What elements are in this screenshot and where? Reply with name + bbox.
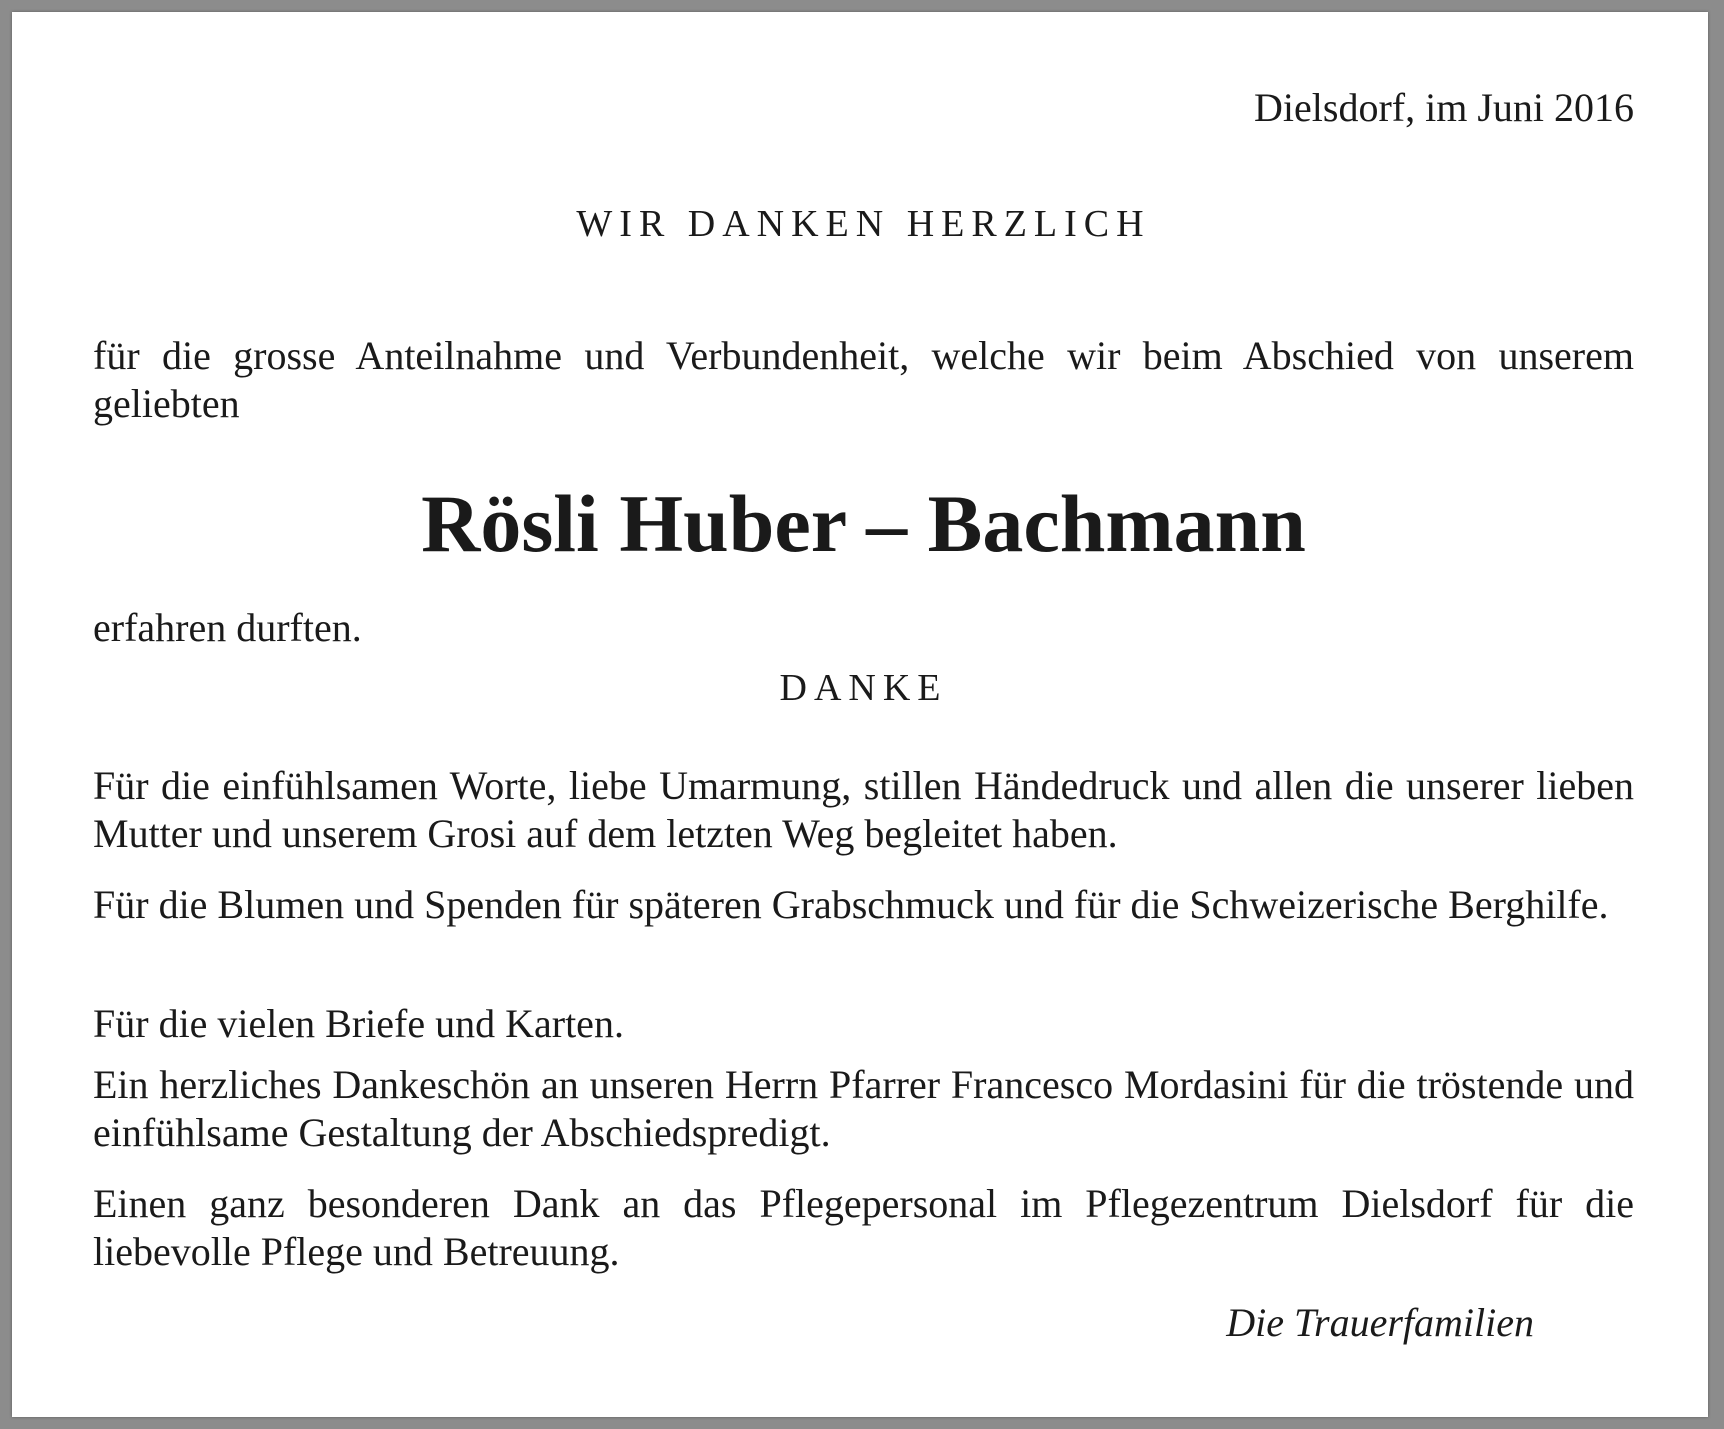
place-date: Dielsdorf, im Juni 2016	[1254, 85, 1634, 130]
signature: Die Trauerfamilien	[1226, 1300, 1534, 1345]
document-page	[12, 12, 1708, 1417]
thanks-paragraph-pastor: Ein herzliches Dankeschön an unseren Herrn Pfarrer Francesco Mordasini für die tröstende und einfühlsame Gestaltung der Abschiedspredigt.	[93, 1062, 1634, 1155]
thanks-paragraph-care: Einen ganz besonderen Dank an das Pflegepersonal im Pflegezentrum Dielsdorf für die liebevolle Pflege und Betreuung.	[93, 1181, 1634, 1274]
deceased-name: Rösli Huber – Bachmann	[421, 478, 1306, 569]
thanks-paragraph-words: Für die einfühlsamen Worte, liebe Umarmung, stillen Händedruck und allen die unserer lieben Mutter und unserem Grosi auf dem letzten Weg begleitet haben.	[93, 763, 1634, 856]
thanks-paragraph-flowers: Für die Blumen und Spenden für späteren Grabschmuck und für die Schweizerische Berghilfe.	[93, 882, 1609, 927]
thanks-paragraph-letters: Für die vielen Briefe und Karten.	[93, 1001, 624, 1046]
intro-end-paragraph: erfahren durften.	[93, 605, 362, 650]
intro-paragraph: für die grosse Anteilnahme und Verbundenheit, welche wir beim Abschied von unserem geliebten	[93, 333, 1634, 426]
thanks-heading: WIR DANKEN HERZLICH	[576, 203, 1151, 245]
danke-heading: DANKE	[779, 667, 948, 709]
